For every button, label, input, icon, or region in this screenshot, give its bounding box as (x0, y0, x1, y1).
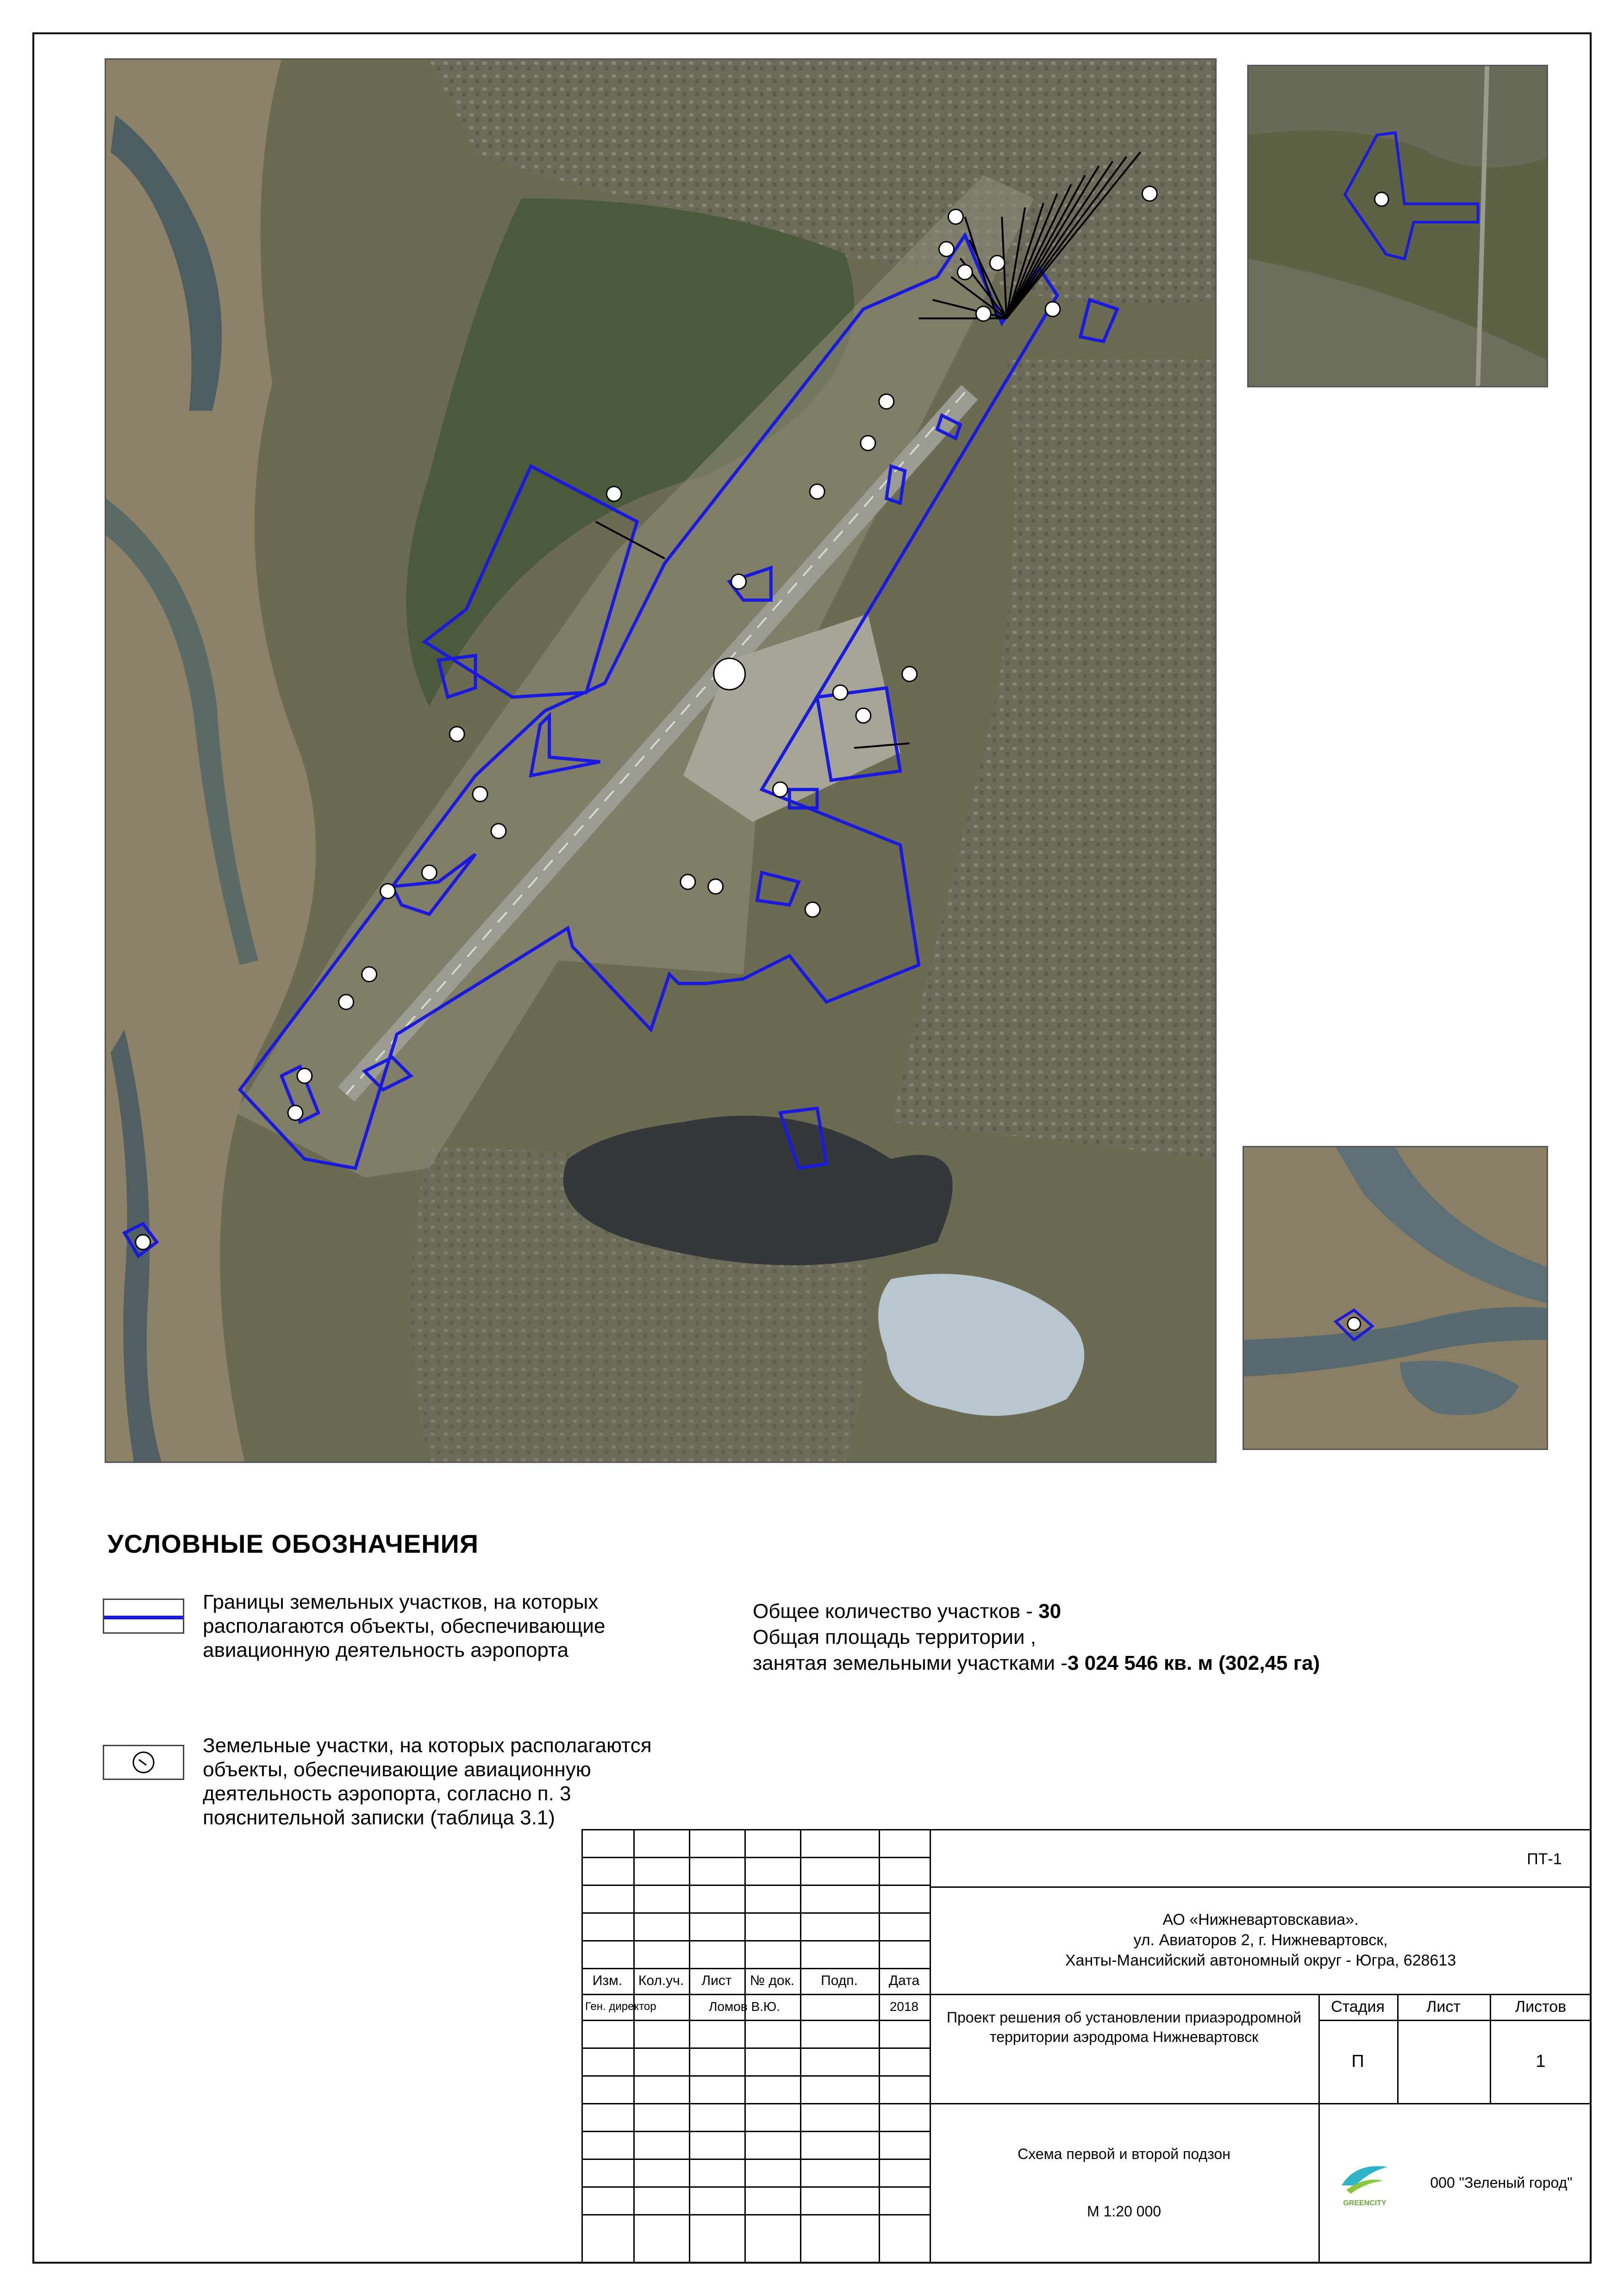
header-kol-uch: Кол.уч. (638, 1973, 684, 1988)
legend-boundary-line-1: Границы земельных участков, на которых (203, 1591, 599, 1613)
legend-title: УСЛОВНЫЕ ОБОЗНАЧЕНИЯ (107, 1529, 479, 1558)
legend-parcel-line-3: деятельность аэропорта, согласно п. 3 (203, 1782, 571, 1805)
header-izm: Изм. (592, 1973, 623, 1988)
drawing-title-block (930, 2103, 1318, 2262)
col-stage: Стадия (1331, 1997, 1385, 2016)
project-line-1: Проект решения об установлении приаэродромной (946, 2009, 1301, 2026)
summary-area (753, 1650, 1320, 1676)
logo-text: GREENCITY (1343, 2199, 1387, 2207)
legend-parcel-line-2: объекты, обеспечивающие авиационную (203, 1758, 591, 1781)
company-name: 000 "Зеленый город" (1430, 2174, 1573, 2191)
header-signature: Подп. (821, 1973, 858, 1988)
sheet-code: ПТ-1 (1527, 1850, 1562, 1868)
legend-boundary-line-3: авиационную деятельность аэропорта (203, 1639, 569, 1661)
area-label-1: Общая площадь территории , (753, 1626, 1036, 1649)
drawing-title: Схема первой и второй подзон (1018, 2146, 1230, 2162)
title-block (581, 1829, 1592, 2264)
organization-block (930, 1886, 1592, 1994)
legend-boundary-text (203, 1590, 605, 1662)
org-line-1: АО «Нижневартовскавиа». (1162, 1911, 1359, 1929)
area-value: 3 024 546 кв. м (302,45 га) (1067, 1652, 1320, 1674)
parcel-symbol-icon (103, 1745, 184, 1780)
project-line-2: территории аэродрома Нижневартовск (989, 2028, 1259, 2045)
sign-year: 2018 (889, 1999, 919, 2014)
col-sheets: Листов (1515, 1997, 1567, 2016)
legend-boundary-swatch (103, 1599, 184, 1634)
area-label-2: занятая земельными участками - (753, 1652, 1068, 1674)
main-aerial-map (105, 58, 1217, 1463)
col-sheet: Лист (1426, 1997, 1461, 2016)
count-value: 30 (1038, 1600, 1062, 1623)
inset-map-2 (1243, 1146, 1548, 1450)
drawing-scale: М 1:20 000 (1087, 2203, 1162, 2220)
signer-role: Ген. директор (585, 2000, 656, 2013)
signer-name: Ломов В.Ю. (709, 1999, 780, 2014)
legend-parcel-swatch (103, 1745, 184, 1780)
summary-block (753, 1599, 1320, 1676)
header-date: Дата (888, 1973, 920, 1988)
header-doc-number: № док. (750, 1973, 795, 1988)
boundary-line-sample (104, 1616, 183, 1619)
legend-boundary-line-2: располагаются объекты, обеспечивающие (203, 1615, 606, 1637)
inset-map-1 (1247, 65, 1548, 387)
legend-parcel-text (203, 1734, 652, 1830)
inset1-parcel-marker (1374, 193, 1388, 206)
summary-count (753, 1599, 1320, 1624)
org-line-2: ул. Авиаторов 2, г. Нижневартовск, (1133, 1931, 1388, 1949)
greencity-leaf-icon (1337, 2158, 1393, 2199)
count-label: Общее количество участков - (753, 1600, 1039, 1623)
stage-value: П (1351, 2051, 1364, 2071)
inset2-parcel-marker (1348, 1318, 1361, 1331)
org-line-3: Ханты-Мансийский автономный округ - Югра, 628613 (1065, 1952, 1456, 1969)
legend-parcel-line-1: Земельные участки, на которых располагаются (203, 1734, 652, 1757)
legend-parcel-line-4: пояснительной записки (таблица 3.1) (203, 1806, 555, 1829)
project-title (930, 1994, 1318, 2103)
header-list: Лист (701, 1973, 732, 1988)
company-logo (1318, 2103, 1411, 2262)
sheets-value: 1 (1536, 2051, 1546, 2071)
